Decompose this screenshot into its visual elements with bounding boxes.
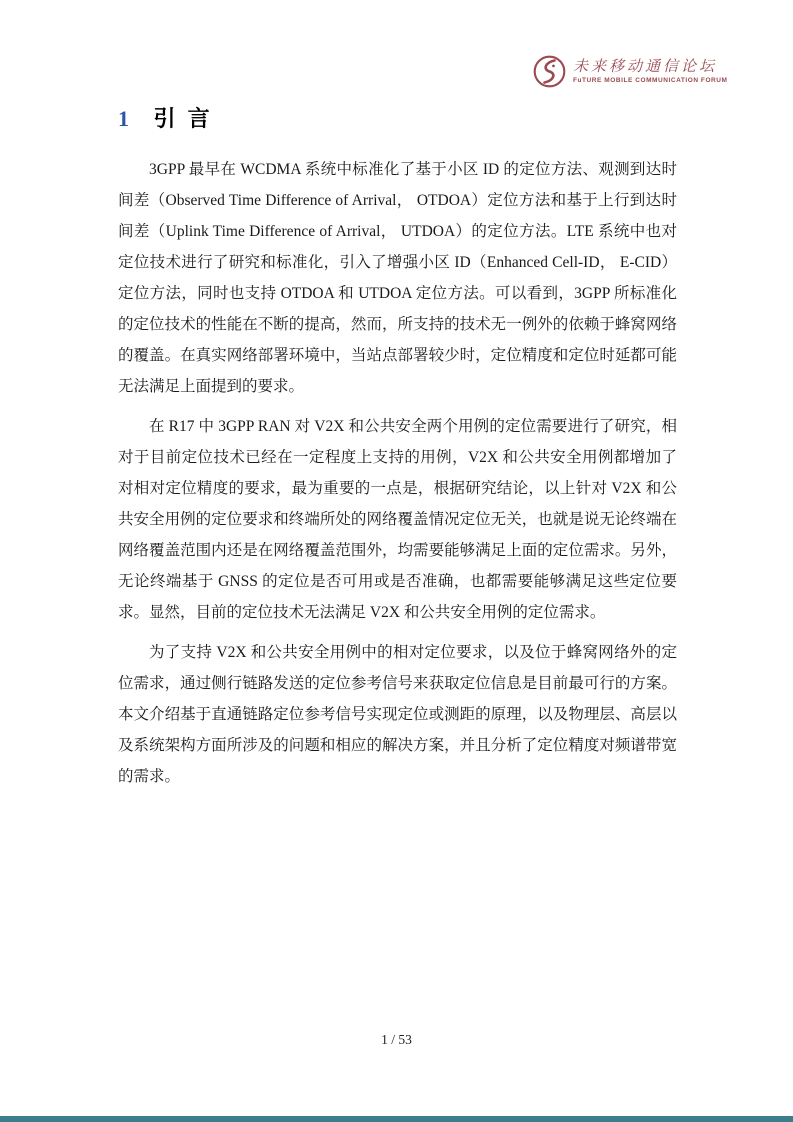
page-footer [0, 1031, 793, 1049]
paragraph-1: 3GPP 最早在 WCDMA 系统中标准化了基于小区 ID 的定位方法、观测到达时间差（Observed Time Difference of Arrival， OTDOA）定位方法和基于上行到达时间差（Uplink Time Difference of Arrival， UTDOA）的定位方法。LTE 系统中也对定位技术进行了研究和标准化，引入了增强小区 ID（Enhanced Cell-ID， E-CID）定位方法，同时也支持 OTDOA 和 UTDOA 定位方法。可以看到，3GPP 所标准化的定位技术的性能在不断的提高，然而，所支持的技术无一例外的依赖于蜂窝网络的覆盖。在真实网络部署环境中，当站点部署较少时，定位精度和定位时延都可能无法满足上面提到的要求。 [118, 161, 677, 395]
section-number: 1 [118, 106, 129, 131]
forum-logo-swirl-icon [533, 55, 566, 88]
section-title: 引 言 [153, 106, 213, 131]
forum-logo-text [573, 58, 728, 85]
bottom-accent-bar [0, 1116, 793, 1122]
forum-logo [533, 55, 728, 88]
forum-logo-name-cn: 未来移动通信论坛 [573, 59, 718, 75]
page-number: 1 / 53 [381, 1032, 412, 1047]
section-heading [118, 104, 213, 134]
paragraph-2: 在 R17 中 3GPP RAN 对 V2X 和公共安全两个用例的定位需要进行了研究，相对于目前定位技术已经在一定程度上支持的用例，V2X 和公共安全用例都增加了对相对定位精度的要求，最为重要的一点是，根据研究结论，以上针对 V2X 和公共安全用例的定位要求和终端所处的网络覆盖情况定位无关，也就是说无论终端在网络覆盖范围内还是在网络覆盖范围外，均需要能够满足上面的定位需求。另外，无论终端基于 GNSS 的定位是否可用或是否准确，也都需要能够满足这些定位要求。显然，目前的定位技术无法满足 V2X 和公共安全用例的定位需求。 [118, 418, 677, 621]
section-body [118, 154, 677, 801]
forum-logo-name-en: FuTURE MOBILE COMMUNICATION FORUM [573, 77, 728, 84]
paragraph-3: 为了支持 V2X 和公共安全用例中的相对定位要求，以及位于蜂窝网络外的定位需求，通过侧行链路发送的定位参考信号来获取定位信息是目前最可行的方案。本文介绍基于直通链路定位参考信号实现定位或测距的原理，以及物理层、高层以及系统架构方面所涉及的问题和相应的解决方案，并且分析了定位精度对频谱带宽的需求。 [118, 644, 677, 785]
